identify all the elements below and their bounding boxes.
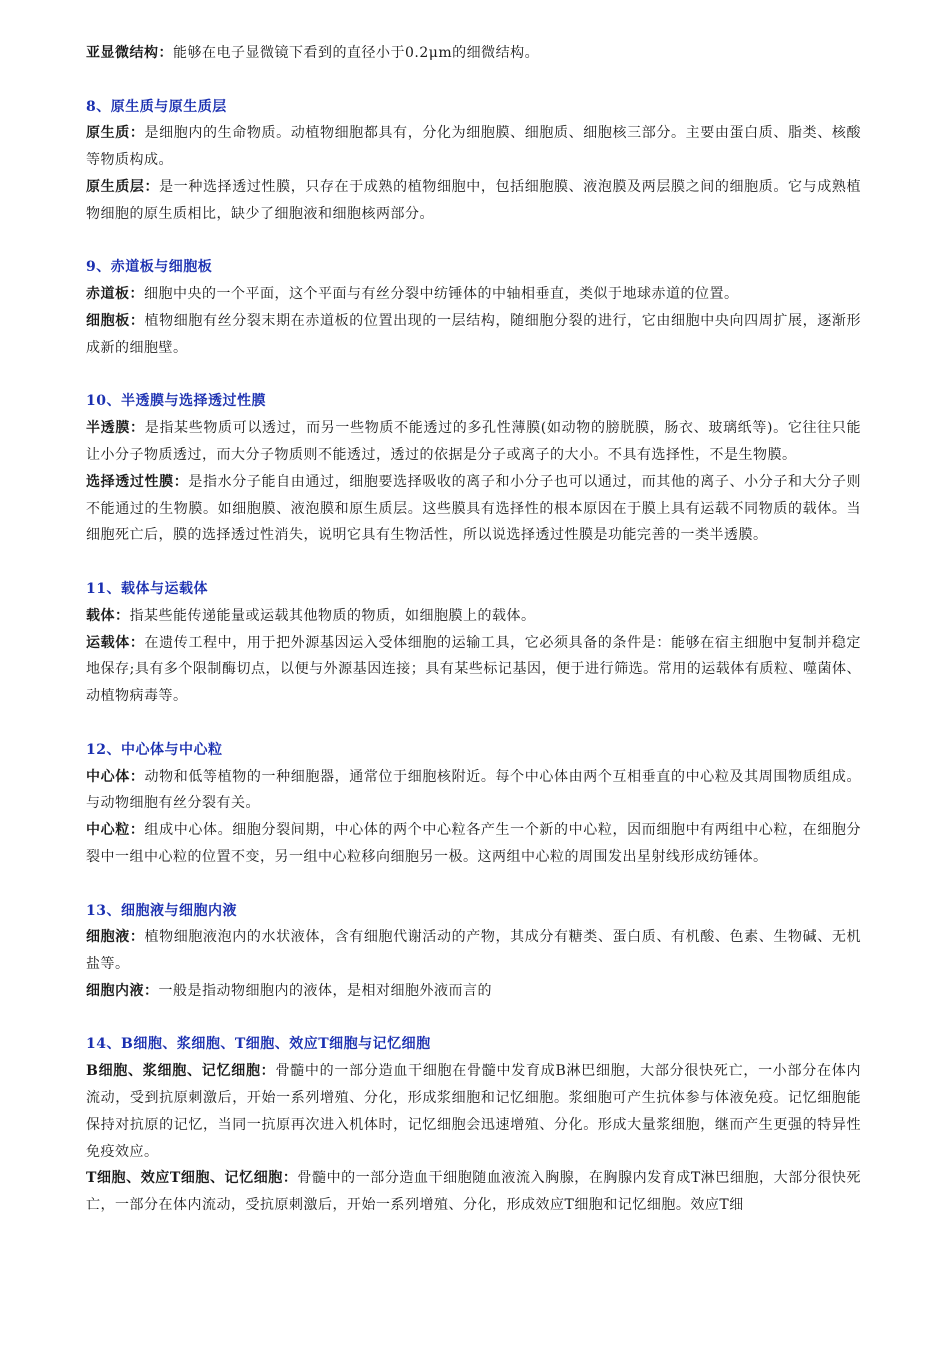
- definition-paragraph: [86, 120, 861, 174]
- section-heading-13: 13、细胞液与细胞内液: [86, 902, 237, 919]
- definition-text: 动物和低等植物的一种细胞器，通常位于细胞核附近。每个中心体由两个互相垂直的中心粒及其周围物质组成。与动物细胞有丝分裂有关。: [86, 768, 861, 812]
- definition-text: 是细胞内的生命物质。动植物细胞都具有，分化为细胞膜、细胞质、细胞核三部分。主要由蛋白质、脂类、核酸等物质构成。: [86, 125, 861, 169]
- document-page: [86, 40, 861, 1219]
- definition-paragraph: [86, 308, 861, 362]
- intro-paragraph: [86, 40, 861, 67]
- definition-text: 骨髓中的一部分造血干细胞在骨髓中发育成B淋巴细胞，大部分很快死亡，一小部分在体内流动，受到抗原刺激后，开始一系列增殖、分化，形成浆细胞和记忆细胞。浆细胞可产生抗体参与体液免疫。记忆细胞能保持对抗原的记忆，当同一抗原再次进入机体时，记忆细胞会迅速增殖、分化。形成大量浆细胞，继而产生更强的特异性免疫效应。: [86, 1063, 861, 1160]
- term-label: 原生质层：: [86, 178, 160, 195]
- definition-paragraph: [86, 630, 861, 710]
- term-label: 半透膜：: [86, 420, 145, 437]
- term-label: 赤道板：: [86, 286, 144, 303]
- section-heading-10: 10、半透膜与选择透过性膜: [86, 393, 266, 410]
- definition-text: 组成中心体。细胞分裂间期，中心体的两个中心粒各产生一个新的中心粒，因而细胞中有两组中心粒，在细胞分裂中一组中心粒的位置不变，另一组中心粒移向细胞另一极。这两组中心粒的周围发出星射线形成纺锤体。: [86, 822, 861, 865]
- definition-text: 能够在电子显微镜下看到的直径小于0.2μm的细微结构。: [173, 45, 540, 61]
- term-label: 细胞板：: [86, 312, 145, 329]
- definition-text: 一般是指动物细胞内的液体，是相对细胞外液而言的: [158, 982, 492, 999]
- definition-paragraph: [86, 978, 861, 1005]
- definition-text: 在遗传工程中，用于把外源基因运入受体细胞的运输工具，它必须具备的条件是：能够在宿主细胞中复制并稳定地保存;具有多个限制酶切点，以便与外源基因连接；具有某些标记基因，便于进行筛选。常用的运载体有质粒、噬菌体、动植物病毒等。: [86, 634, 861, 705]
- section-heading-8: 8、原生质与原生质层: [86, 98, 227, 115]
- term-label: 选择透过性膜：: [86, 473, 189, 490]
- definition-text: 是指水分子能自由通过，细胞要选择吸收的离子和小分子也可以通过，而其他的离子、小分子和大分子则不能通过的生物膜。如细胞膜、液泡膜和原生质层。这些膜具有选择性的根本原因在于膜上具有运载不同物质的载体。当细胞死亡后，膜的选择透过性消失，说明它具有生物活性，所以说选择透过性膜是功能完善的一类半透膜。: [86, 473, 861, 544]
- definition-text: 植物细胞有丝分裂末期在赤道板的位置出现的一层结构，随细胞分裂的进行，它由细胞中央向四周扩展，逐渐形成新的细胞壁。: [86, 312, 861, 356]
- section-heading-11: 11、载体与运载体: [86, 580, 208, 597]
- term-label: 载体：: [86, 607, 130, 624]
- definition-text: 细胞中央的一个平面，这个平面与有丝分裂中纺锤体的中轴相垂直，类似于地球赤道的位置。: [144, 286, 739, 303]
- definition-paragraph: [86, 174, 861, 228]
- definition-paragraph: [86, 924, 861, 978]
- definition-paragraph: [86, 281, 861, 308]
- definition-text: 是指某些物质可以透过，而另一些物质不能透过的多孔性薄膜(如动物的膀胱膜，肠衣、玻璃纸等)。它往往只能让小分子物质透过，而大分子物质则不能透过，透过的依据是分子或离子的大小。不具有选择性，不是生物膜。: [86, 420, 862, 463]
- definition-paragraph: [86, 415, 861, 469]
- definition-paragraph: [86, 764, 861, 818]
- term-label: T细胞、效应T细胞、记忆细胞：: [86, 1170, 298, 1187]
- section-heading-9: 9、赤道板与细胞板: [86, 259, 213, 276]
- term-label: 原生质：: [86, 125, 145, 142]
- term-label: 中心体：: [86, 768, 145, 785]
- term-label: 细胞液：: [86, 929, 145, 946]
- section-heading-14: 14、B细胞、浆细胞、T细胞、效应T细胞与记忆细胞: [86, 1036, 431, 1053]
- term-label: 亚显微结构：: [86, 45, 173, 61]
- definition-paragraph: [86, 603, 861, 630]
- definition-paragraph: [86, 1165, 861, 1219]
- term-label: B细胞、浆细胞、记忆细胞：: [86, 1063, 276, 1080]
- term-label: 运载体：: [86, 634, 145, 651]
- definition-paragraph: [86, 817, 861, 871]
- definition-text: 指某些能传递能量或运载其他物质的物质，如细胞膜上的载体。: [129, 607, 536, 624]
- definition-paragraph: [86, 1058, 861, 1165]
- definition-text: 骨髓中的一部分造血干细胞随血液流入胸腺，在胸腺内发育成T淋巴细胞，大部分很快死亡，一部分在体内流动，受抗原刺激后，开始一系列增殖、分化，形成效应T细胞和记忆细胞。效应T细: [86, 1170, 861, 1214]
- term-label: 中心粒：: [86, 822, 145, 839]
- section-heading-12: 12、中心体与中心粒: [86, 741, 223, 758]
- definition-text: 是一种选择透过性膜，只存在于成熟的植物细胞中，包括细胞膜、液泡膜及两层膜之间的细胞质。它与成熟植物细胞的原生质相比，缺少了细胞液和细胞核两部分。: [86, 178, 861, 222]
- definition-paragraph: [86, 469, 861, 549]
- term-label: 细胞内液：: [86, 982, 159, 999]
- definition-text: 植物细胞液泡内的水状液体，含有细胞代谢活动的产物，其成分有糖类、蛋白质、有机酸、色素、生物碱、无机盐等。: [86, 929, 861, 973]
